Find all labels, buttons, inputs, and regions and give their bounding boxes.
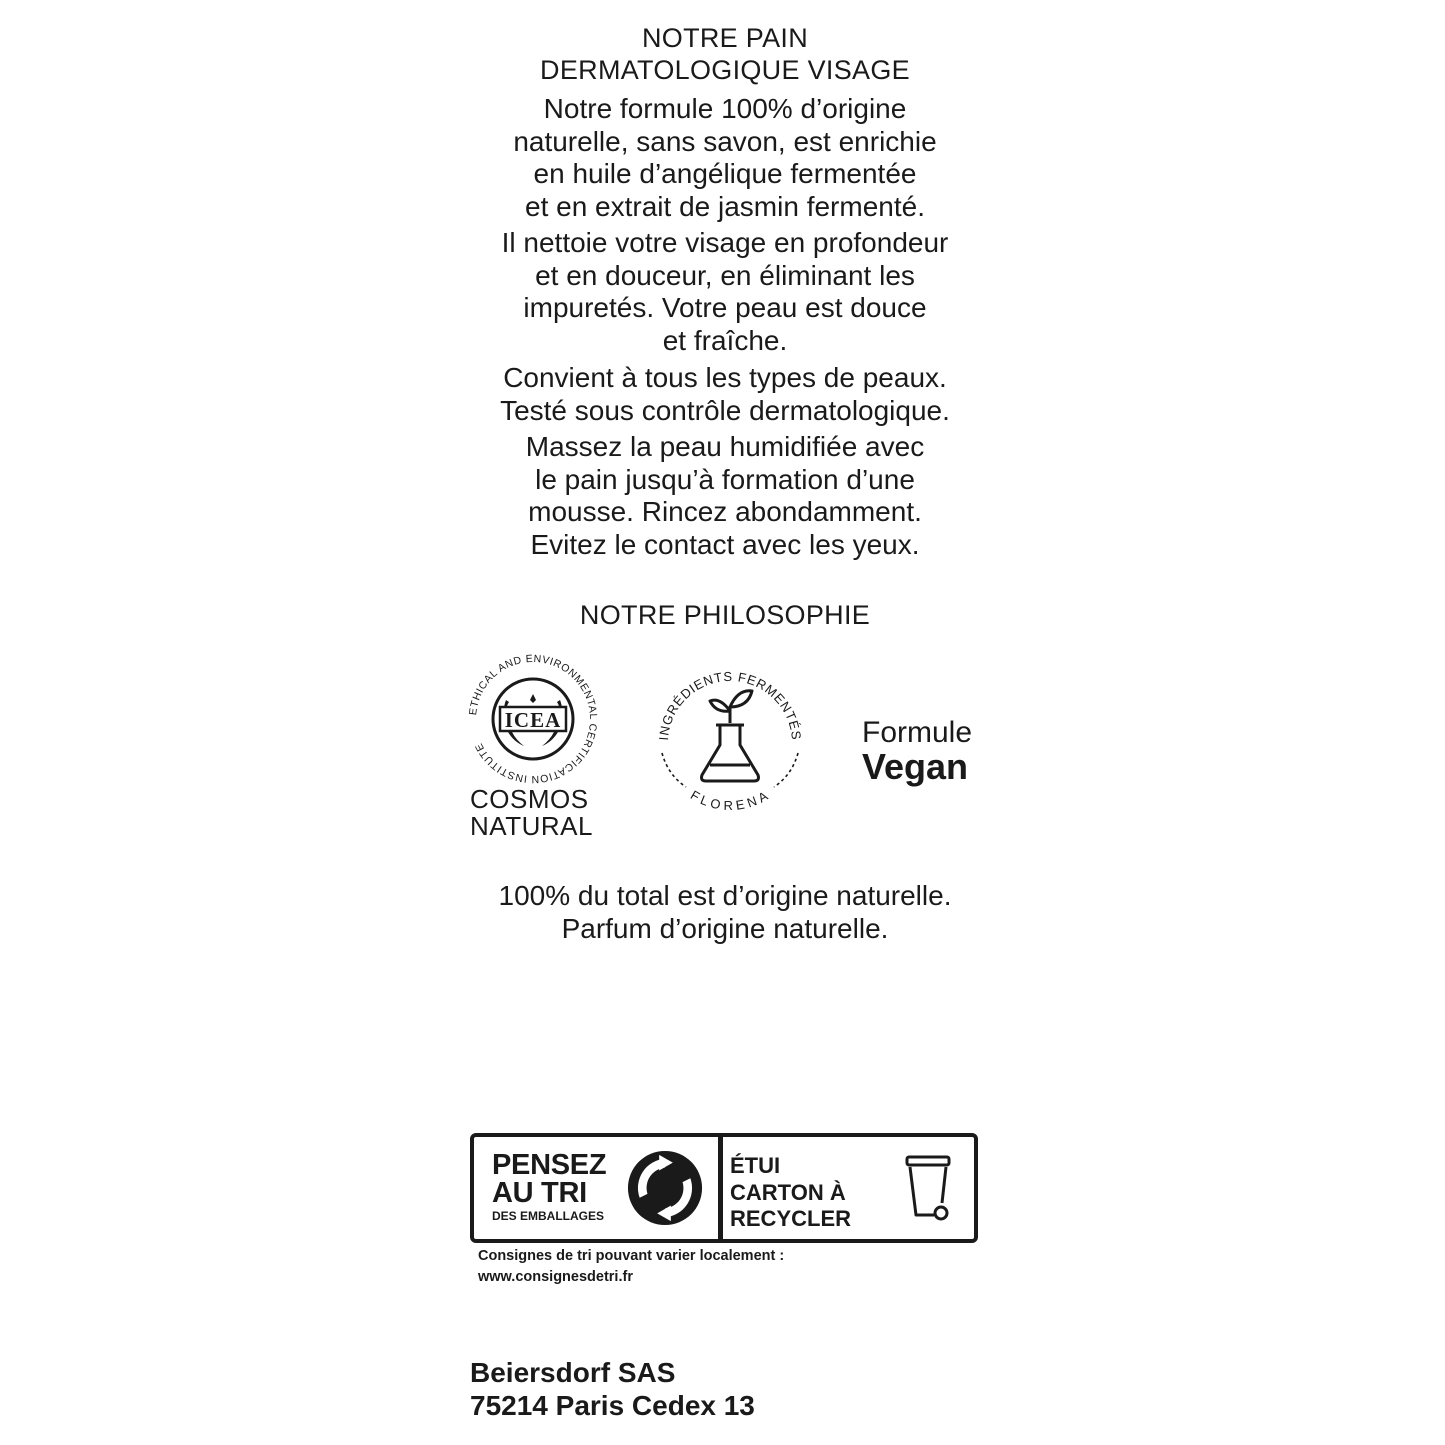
flask-sprout-icon [702,691,759,781]
text-line: mousse. Rincez abondamment. [528,496,922,527]
description-paragraph-3 [460,362,990,427]
philosophy-title: NOTRE PHILOSOPHIE [579,600,871,630]
pensez-small: DES EMBALLAGES [492,1209,605,1223]
text-line: Convient à tous les types de peaux. [503,362,947,393]
vegan-line-2: Vegan [862,746,969,787]
notice-url: www.consignesdetri.fr [478,1269,633,1285]
recycling-divider [718,1137,723,1239]
vegan-label [862,716,973,787]
natural-origin-text [460,880,990,945]
fermented-top-text: INGRÉDIENTS FERMENTÉS [656,668,805,742]
etui-line-1: ÉTUI [730,1153,781,1178]
vegan-line-1: Formule [862,716,973,749]
text-line: naturelle, sans savon, est enrichie [513,125,937,157]
text-line: Notre formule 100% d’origine [543,93,907,124]
recycling-bin-icon [904,1153,952,1225]
text-line: impuretés. Votre peau est douce [523,292,927,323]
notice-line-1: Consignes de tri pouvant varier localement : [478,1248,785,1264]
recycling-left-panel [474,1137,720,1239]
pensez-line-2: AU TRI [492,1177,587,1209]
recycling-notice [478,1246,784,1288]
etui-line-2: CARTON À [730,1179,846,1205]
text-line: en huile d’angélique fermentée [533,158,917,189]
text-line: et en extrait de jasmin fermenté. [525,190,925,222]
text-line: Evitez le contact avec les yeux. [530,528,920,560]
recycling-info-box [470,1133,978,1243]
svg-text:FLORENA [688,787,772,813]
pensez-line-1: PENSEZ [492,1149,607,1181]
text-line: et en douceur, en éliminant les [535,259,915,291]
title-line-1: NOTRE PAIN [641,23,808,53]
text-line: Testé sous contrôle dermatologique. [500,394,950,426]
cosmos-natural-label [470,786,593,840]
cosmos-line-1: COSMOS [470,784,589,814]
pensez-au-tri [492,1151,606,1223]
fermented-bottom-text: FLORENA [687,787,772,813]
text-line: le pain jusqu’à formation d’une [535,463,915,495]
company-name: Beiersdorf SAS [470,1357,676,1388]
text-line: Il nettoie votre visage en profondeur [501,227,949,258]
company-city: 75214 Paris Cedex 13 [470,1390,755,1421]
fermented-ingredients-badge [650,657,810,817]
product-title [460,22,990,86]
description-paragraph-1 [460,93,990,223]
title-line-2: DERMATOLOGIQUE VISAGE [540,55,910,85]
icea-center-text: ICEA [504,708,562,732]
natural-line-1: 100% du total est d’origine naturelle. [498,880,952,911]
company-address [470,1356,755,1422]
text-line: et fraîche. [662,324,788,356]
etui-line-3: RECYCLER [730,1206,852,1231]
etui-carton-text [730,1153,851,1233]
description-paragraph-2 [460,227,990,357]
cosmos-line-2: NATURAL [470,811,593,841]
usage-instructions [460,431,990,561]
text-line: Massez la peau humidifiée avec [525,431,925,462]
icea-ring-text: ETHICAL AND ENVIRONMENTAL CERTIFICATION INSTITUTE [467,652,600,786]
icea-seal-icon [462,648,604,790]
green-dot-icon [626,1149,704,1227]
natural-line-2: Parfum d’origine naturelle. [561,912,889,944]
